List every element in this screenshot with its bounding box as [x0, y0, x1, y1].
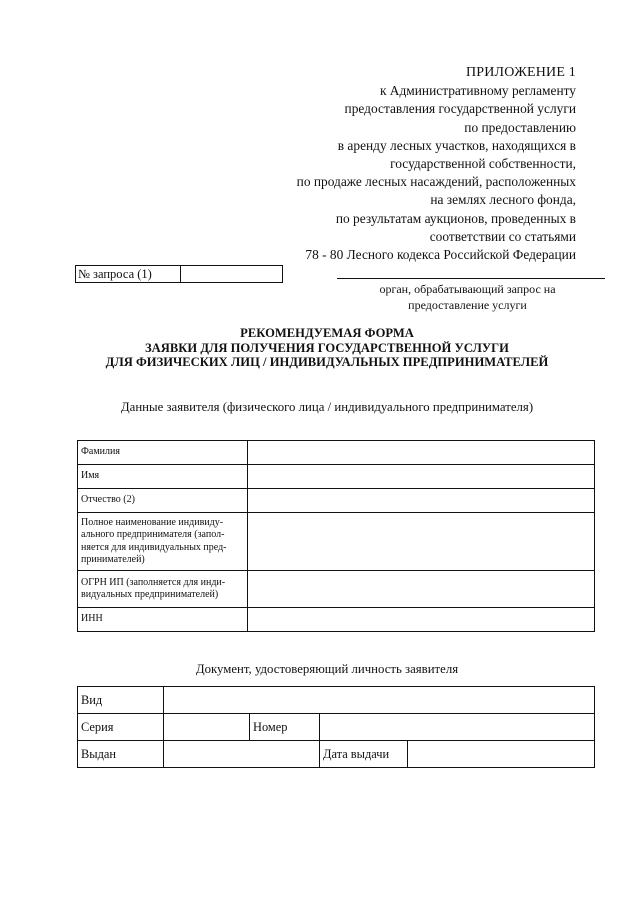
organ-signature-line[interactable]: [337, 278, 605, 279]
doc-type-field[interactable]: [164, 687, 595, 714]
appendix-line: в аренду лесных участков, находящихся в: [337, 137, 576, 153]
issued-label: Выдан: [78, 741, 164, 768]
surname-label: Фамилия: [78, 441, 248, 465]
request-number-field[interactable]: [181, 266, 282, 282]
entrepreneur-name-field[interactable]: [248, 513, 595, 571]
appendix-line: соответствии со статьями: [429, 228, 576, 244]
appendix-line: государственной собственности,: [390, 156, 576, 172]
appendix-line: по результатам аукционов, проведенных в: [335, 210, 576, 226]
inn-field[interactable]: [248, 608, 595, 632]
identity-section-title: Документ, удостоверяющий личность заявителя: [195, 662, 459, 676]
table-row: [78, 441, 595, 465]
table-row: [78, 571, 595, 608]
table-row: [78, 513, 595, 571]
doc-type-label: Вид: [78, 687, 164, 714]
table-row: [78, 465, 595, 489]
appendix-title: ПРИЛОЖЕНИЕ 1: [465, 65, 576, 80]
appendix-line: предоставления государственной услуги: [344, 101, 576, 117]
table-row: [78, 489, 595, 513]
inn-label: ИНН: [78, 608, 248, 632]
patronymic-field[interactable]: [248, 489, 595, 513]
patronymic-label: Отчество (2): [78, 489, 248, 513]
organ-caption-line: предоставление услуги: [408, 298, 527, 312]
organ-caption-line: орган, обрабатывающий запрос на: [379, 282, 556, 296]
issue-date-field[interactable]: [408, 741, 595, 768]
ogrn-field[interactable]: [248, 571, 595, 608]
issue-date-label: Дата выдачи: [320, 741, 408, 768]
identity-table: [77, 686, 595, 768]
table-row: [78, 741, 595, 768]
applicant-table: [77, 440, 595, 632]
name-label: Имя: [78, 465, 248, 489]
appendix-line: на землях лесного фонда,: [430, 192, 576, 208]
appendix-line: по предоставлению: [464, 119, 576, 135]
name-field[interactable]: [248, 465, 595, 489]
ogrn-label: ОГРН ИП (заполняется для инди-видуальных предпринимателей): [78, 571, 248, 608]
request-number-box: [75, 265, 283, 283]
series-field[interactable]: [164, 714, 250, 741]
issued-field[interactable]: [164, 741, 320, 768]
number-label: Номер: [250, 714, 320, 741]
appendix-line: к Административному регламенту: [379, 83, 576, 99]
form-title-line: РЕКОМЕНДУЕМАЯ ФОРМА: [240, 326, 414, 340]
appendix-header: [230, 64, 576, 264]
series-label: Серия: [78, 714, 164, 741]
organ-caption: [345, 281, 590, 313]
form-title-line: ЗАЯВКИ ДЛЯ ПОЛУЧЕНИЯ ГОСУДАРСТВЕННОЙ УСЛУГИ: [145, 340, 509, 355]
appendix-line: по продаже лесных насаждений, расположенных: [296, 174, 576, 190]
form-title: [60, 326, 594, 370]
surname-field[interactable]: [248, 441, 595, 465]
table-row: [78, 687, 595, 714]
table-row: [78, 608, 595, 632]
number-field[interactable]: [320, 714, 595, 741]
appendix-line: 78 - 80 Лесного кодекса Российской Федерации: [305, 247, 576, 263]
table-row: [78, 714, 595, 741]
entrepreneur-name-label: Полное наименование индивиду-ального предпринимателя (запол-няется для индивидуальных пред-принимателей): [78, 513, 248, 571]
applicant-section-title: Данные заявителя (физического лица / индивидуального предпринимателя): [120, 400, 534, 414]
request-number-label: № запроса (1): [76, 266, 181, 282]
form-title-line: ДЛЯ ФИЗИЧЕСКИХ ЛИЦ / ИНДИВИДУАЛЬНЫХ ПРЕДПРИНИМАТЕЛЕЙ: [105, 355, 549, 370]
